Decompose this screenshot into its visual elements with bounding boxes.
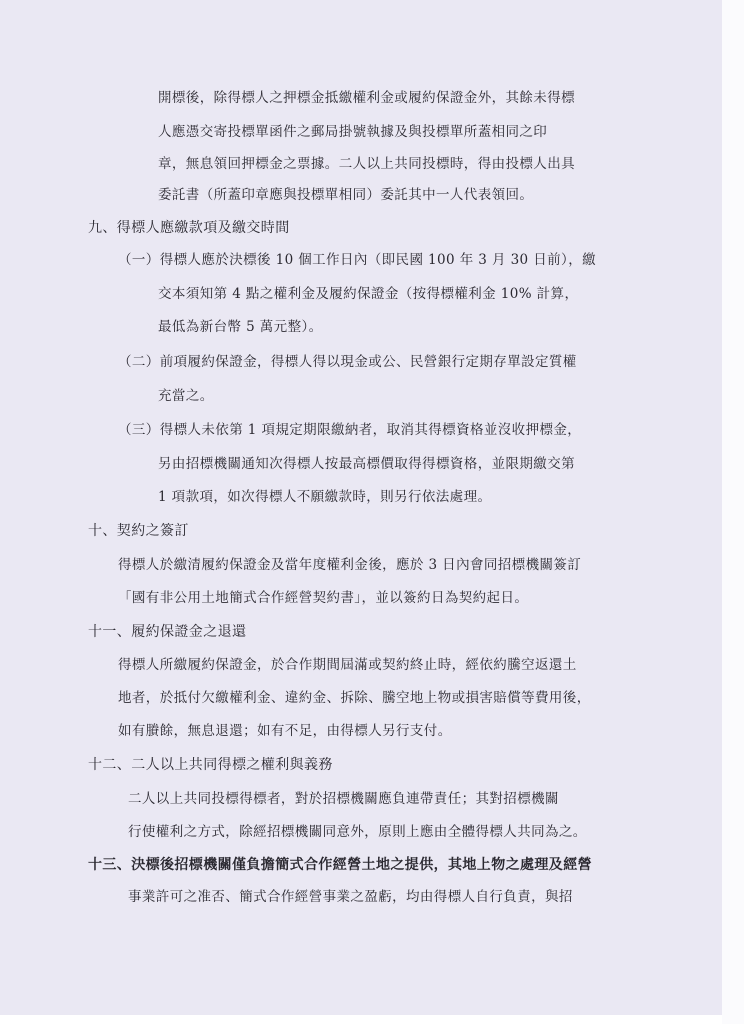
section-heading: 十、契約之簽訂 — [88, 523, 189, 539]
text-line: 地者，於抵付欠繳權利金、違約金、拆除、騰空地上物或損害賠償等費用後， — [118, 690, 591, 706]
text-line: （二）前項履約保證金，得標人得以現金或公、民營銀行定期存單設定質權 — [118, 354, 577, 370]
text-line: 1 項款項，如次得標人不願繳款時，則另行依法處理。 — [158, 489, 492, 505]
section-heading: 九、得標人應繳款項及繳交時間 — [88, 220, 290, 236]
text-line: 開標後，除得標人之押標金抵繳權利金或履約保證金外，其餘未得標 — [158, 90, 575, 106]
section-heading: 十一、履約保證金之退還 — [88, 624, 247, 640]
text-line: 章，無息領回押標金之票據。二人以上共同投標時，得由投標人出具 — [158, 156, 575, 172]
text-line: 充當之。 — [158, 388, 214, 404]
text-line: （三）得標人未依第 1 項規定期限繳納者，取消其得標資格並沒收押標金， — [118, 422, 582, 438]
page-edge — [722, 0, 744, 1024]
text-line: 委託書（所蓋印章應與投標單相同）委託其中一人代表領回。 — [158, 187, 534, 203]
text-line: 行使權利之方式，除經招標機關同意外，原則上應由全體得標人共同為之。 — [128, 824, 587, 840]
text-line: （一）得標人應於決標後 10 個工作日內（即民國 100 年 3 月 30 日前），繳 — [118, 252, 596, 268]
text-line: 二人以上共同投標得標者，對於招標機關應負連帶責任；其對招標機關 — [128, 791, 559, 807]
text-line: 如有賸餘，無息退還；如有不足，由得標人另行支付。 — [118, 723, 452, 739]
section-heading: 十三、決標後招標機關僅負擔簡式合作經營土地之提供，其地上物之處理及經營 — [88, 857, 592, 873]
text-line: 得標人所繳履約保證金，於合作期間屆滿或契約終止時，經依約騰空返還土 — [118, 657, 577, 673]
text-line: 「國有非公用土地簡式合作經營契約書」，並以簽約日為契約起日。 — [118, 590, 529, 606]
section-heading: 十二、二人以上共同得標之權利與義務 — [88, 757, 333, 773]
text-line: 得標人於繳清履約保證金及當年度權利金後，應於 3 日內會同招標機關簽訂 — [118, 557, 582, 573]
text-line: 人應憑交寄投標單函件之郵局掛號執據及與投標單所蓋相同之印 — [158, 124, 548, 140]
text-line: 另由招標機關通知次得標人按最高標價取得得標資格，並限期繳交第 — [158, 456, 575, 472]
text-line: 交本須知第 4 點之權利金及履約保證金（按得標權利金 10% 計算， — [158, 286, 579, 302]
text-line: 最低為新台幣 5 萬元整）。 — [158, 319, 323, 335]
text-line: 事業許可之准否、簡式合作經營事業之盈虧，均由得標人自行負責，與招 — [128, 889, 573, 905]
